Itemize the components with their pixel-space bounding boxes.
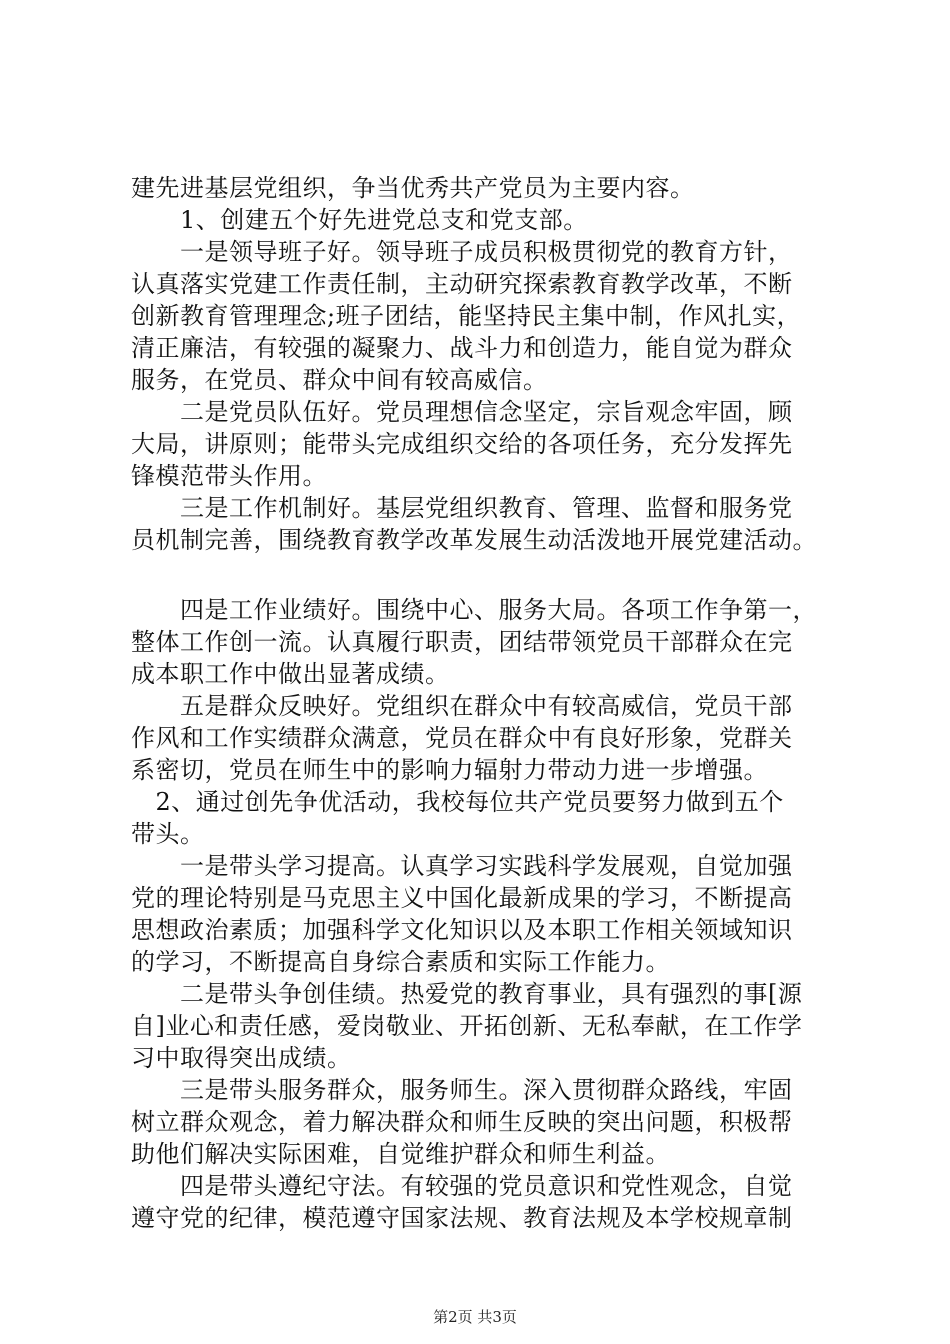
text-line: 四是带头遵纪守法。有较强的党员意识和党性观念，自觉 [131,1172,793,1200]
page-number-footer: 第2页 共3页 [433,1308,517,1326]
text-line: 遵守党的纪律，模范遵守国家法规、教育法规及本学校规章制 [131,1204,793,1232]
text-line: 大局，讲原则；能带头完成组织交给的各项任务，充分发挥先 [131,430,793,458]
text-line: 二是党员队伍好。党员理想信念坚定，宗旨观念牢固，顾 [131,398,793,426]
text-line: 五是群众反映好。党组织在群众中有较高威信，党员干部 [131,692,793,720]
text-line: 一是领导班子好。领导班子成员积极贯彻党的教育方针， [131,238,793,266]
text-line: 的学习，不断提高自身综合素质和实际工作能力。 [131,948,670,976]
text-line: 系密切，党员在师生中的影响力辐射力带动力进一步增强。 [131,756,768,784]
text-line: 二是带头争创佳绩。热爱党的教育事业，具有强烈的事[源 [131,980,803,1008]
text-line: 带头。 [131,820,205,848]
text-line: 思想政治素质；加强科学文化知识以及本职工作相关领域知识 [131,916,793,944]
text-line: 服务，在党员、群众中间有较高威信。 [131,366,548,394]
text-line: 2、通过创先争优活动，我校每位共产党员要努力做到五个 [131,788,784,816]
text-line: 锋模范带头作用。 [131,462,327,490]
text-line: 1、创建五个好先进党总支和党支部。 [131,206,588,234]
text-line: 助他们解决实际困难，自觉维护群众和师生利益。 [131,1140,670,1168]
text-line: 建先进基层党组织，争当优秀共产党员为主要内容。 [131,174,695,202]
text-line: 创新教育管理理念;班子团结，能坚持民主集中制，作风扎实， [131,302,802,330]
text-line: 员机制完善，围绕教育教学改革发展生动活泼地开展党建活动。 [131,526,817,554]
text-line: 习中取得突出成绩。 [131,1044,352,1072]
document-body [131,172,851,1234]
text-line: 自]业心和责任感，爱岗敬业、开拓创新、无私奉献，在工作学 [131,1012,803,1040]
text-line: 整体工作创一流。认真履行职责，团结带领党员干部群众在完 [131,628,793,656]
text-line: 三是工作机制好。基层党组织教育、管理、监督和服务党 [131,494,793,522]
text-line: 树立群众观念，着力解决群众和师生反映的突出问题，积极帮 [131,1108,793,1136]
text-line: 党的理论特别是马克思主义中国化最新成果的学习，不断提高 [131,884,793,912]
text-line: 作风和工作实绩群众满意，党员在群众中有良好形象，党群关 [131,724,793,752]
text-line: 三是带头服务群众，服务师生。深入贯彻群众路线，牢固 [131,1076,793,1104]
text-line: 四是工作业绩好。围绕中心、服务大局。各项工作争第一， [131,596,817,624]
text-line: 一是带头学习提高。认真学习实践科学发展观，自觉加强 [131,852,793,880]
text-line: 成本职工作中做出显著成绩。 [131,660,450,688]
text-line: 清正廉洁，有较强的凝聚力、战斗力和创造力，能自觉为群众 [131,334,793,362]
text-line: 认真落实党建工作责任制，主动研究探索教育教学改革，不断 [131,270,793,298]
paragraph-gap [131,556,851,594]
